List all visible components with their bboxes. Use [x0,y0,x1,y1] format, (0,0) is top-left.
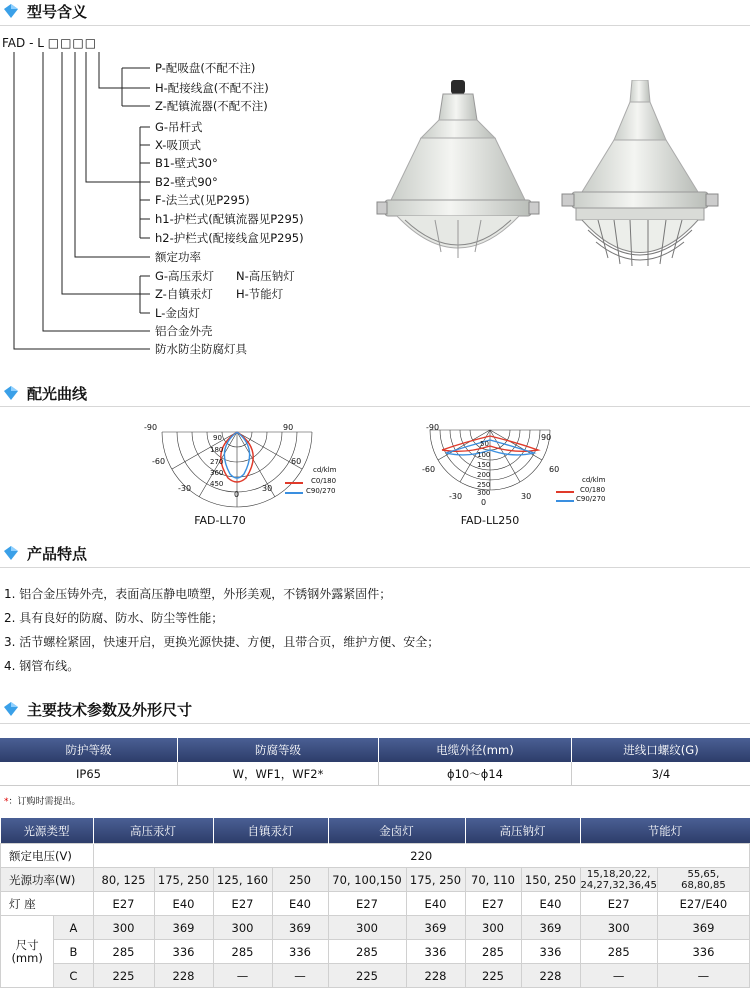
table-cell: E27 [93,892,154,916]
legend-swatch-c90 [285,492,303,494]
table-cell: 220 [93,844,750,868]
table-cell: 336 [406,940,465,964]
row-label: 光源功率(W) [1,868,94,892]
table-cell: 228 [406,964,465,988]
table-cell: 285 [93,940,154,964]
table-cell: 70, 110 [465,868,521,892]
code-line: h1-护栏式(配镇流器见P295) [155,212,304,226]
legend-title: cd/klm [313,466,337,474]
table-cell: 336 [272,940,328,964]
table-cell: 125, 160 [213,868,272,892]
table-cell: 285 [465,940,521,964]
section-header-features [0,542,87,564]
table-cell: 228 [154,964,213,988]
radial-label: 360 [210,469,224,477]
table-cell: 285 [213,940,272,964]
code-line: B2-壁式90° [155,175,218,189]
angle-label: 0 [481,498,487,507]
table-cell: 300 [580,916,657,940]
table-cell: 15,18,20,22, 24,27,32,36,45 [580,868,657,891]
section-title: 主要技术参数及外形尺寸 [27,700,193,719]
table-cell: 3/4 [572,762,750,786]
polar-diagram [140,420,340,520]
divider [0,406,750,407]
table-cell: 300 [93,916,154,940]
row-key: A [54,916,93,940]
feature-item: 4. 钢管布线。 [4,659,80,673]
radial-label: 270 [210,458,224,466]
code-line: P-配吸盘(不配不注) [155,61,256,75]
legend-label: C0/180 [580,486,606,494]
table-cell: E40 [272,892,328,916]
table-header: 高压汞灯 [93,818,213,844]
lamp-image-cage [558,80,723,270]
angle-label: -30 [449,492,463,501]
table-cell: 225 [465,964,521,988]
diamond-icon [3,545,19,561]
legend-title: cd/klm [582,476,606,484]
radial-label: 90 [213,434,222,442]
radial-label: 300 [477,489,491,497]
radial-label: 180 [210,446,224,454]
table-cell: E40 [406,892,465,916]
dimension-table [0,818,750,988]
angle-label: 90 [541,433,552,442]
radial-label: 450 [210,480,224,488]
table-header: 自镇汞灯 [213,818,328,844]
radial-label: 250 [477,481,491,489]
table-header: 电缆外径(mm) [379,738,572,762]
table-header: 防腐等级 [178,738,379,762]
curve-caption: FAD-LL70 [194,514,246,527]
code-line: N-高压钠灯 [236,269,295,283]
radial-label: 50 [480,440,489,448]
table-cell: — [657,964,749,988]
table-cell: ϕ10～ϕ14 [379,762,572,786]
row-key: B [54,940,93,964]
angle-label: 60 [549,465,560,474]
legend-label: C90/270 [576,495,606,503]
table-cell: 225 [93,964,154,988]
row-label: 尺寸 (mm) [1,916,54,988]
table-header: 光源类型 [1,818,94,844]
order-note: *：订购时需提出。 [4,797,81,807]
model-prefix: FAD - L □□□□ [2,36,98,50]
angle-label: 60 [291,457,302,466]
code-line: h2-护栏式(配接线盒见P295) [155,231,304,245]
code-line: 铝合金外壳 [155,324,213,338]
angle-label: -90 [144,423,158,432]
table-cell: 250 [272,868,328,892]
lamp-image-guard [375,80,545,270]
table-cell: E27/E40 [657,892,749,916]
table-cell: 336 [521,940,580,964]
radial-label: 100 [477,451,491,459]
code-line: L-金卤灯 [155,306,200,320]
table-cell: E40 [154,892,213,916]
table-header: 金卤灯 [328,818,465,844]
table-header: 高压钠灯 [465,818,580,844]
row-label: 额定电压(V) [1,844,94,868]
divider [0,567,750,568]
angle-label: 0 [234,490,240,499]
code-line: 防水防尘防腐灯具 [155,342,247,356]
table-cell: 336 [657,940,749,964]
code-line: G-高压汞灯 [155,269,215,283]
angle-label: -90 [426,423,440,432]
table-cell: 336 [154,940,213,964]
table-cell: 175, 250 [154,868,213,892]
table-cell: E27 [328,892,406,916]
table-cell: 369 [272,916,328,940]
legend-swatch-c90 [556,500,574,502]
angle-label: 90 [283,423,294,432]
table-cell: 175, 250 [406,868,465,892]
section-header-curve [0,382,87,404]
section-header-specs [0,698,192,720]
feature-item: 2. 具有良好的防腐、防水、防尘等性能； [4,611,224,625]
curve-caption: FAD-LL250 [460,514,520,527]
legend-swatch-c0 [285,482,303,484]
table-cell: 55,65, 68,80,85 [657,868,749,892]
table-header: 防护等级 [0,738,178,762]
table-cell: 300 [465,916,521,940]
table-cell: E40 [521,892,580,916]
table-cell: 369 [154,916,213,940]
table-cell: 369 [657,916,749,940]
table-cell: — [213,964,272,988]
table-cell: E27 [580,892,657,916]
table-cell: 70, 100,150 [328,868,406,892]
table-cell: W，WF1，WF2* [178,762,379,786]
table-cell: — [272,964,328,988]
feature-item: 1. 铝合金压铸外壳，表面高压静电喷塑，外形美观，不锈钢外露紧固件； [4,587,392,601]
spec-table [0,738,750,786]
row-key: C [54,964,93,988]
table-cell: 300 [328,916,406,940]
table-cell: 228 [521,964,580,988]
angle-label: -30 [178,484,192,493]
code-line: X-吸顶式 [155,138,201,152]
table-cell: IP65 [0,762,178,786]
table-cell: 285 [328,940,406,964]
feature-item: 3. 活节螺栓紧固，快速开启，更换光源快捷、方便，且带合页，维护方便、安全； [4,635,440,649]
code-line: B1-壁式30° [155,156,218,170]
table-header: 节能灯 [580,818,750,844]
table-cell: E27 [465,892,521,916]
table-cell: 285 [580,940,657,964]
section-title: 型号含义 [27,2,88,21]
table-cell: 225 [328,964,406,988]
diamond-icon [3,701,19,717]
angle-label: 30 [262,484,273,493]
legend-label: C0/180 [311,477,337,485]
code-line: G-吊杆式 [155,120,203,134]
section-title: 产品特点 [27,544,88,563]
angle-label: -60 [422,465,436,474]
code-line: Z-配镇流器(不配不注) [155,99,268,113]
table-cell: 300 [213,916,272,940]
radial-label: 150 [477,461,491,469]
angle-label: -60 [152,457,166,466]
table-cell: 369 [406,916,465,940]
table-cell: 80, 125 [93,868,154,892]
angle-label: 30 [521,492,532,501]
code-line: H-节能灯 [236,287,284,301]
table-cell: 369 [521,916,580,940]
table-cell: 150, 250 [521,868,580,892]
table-cell: — [580,964,657,988]
diamond-icon [3,385,19,401]
legend-swatch-c0 [556,491,574,493]
section-title: 配光曲线 [27,384,88,403]
code-line: F-法兰式(见P295) [155,193,250,207]
table-header: 进线口螺纹(G) [572,738,750,762]
code-line: 额定功率 [155,250,201,264]
code-line: H-配接线盒(不配不注) [155,81,269,95]
table-cell: E27 [213,892,272,916]
divider [0,723,750,724]
code-line: Z-自镇汞灯 [155,287,213,301]
radial-label: 200 [477,471,491,479]
legend-label: C90/270 [306,487,336,495]
row-label: 灯 座 [1,892,94,916]
